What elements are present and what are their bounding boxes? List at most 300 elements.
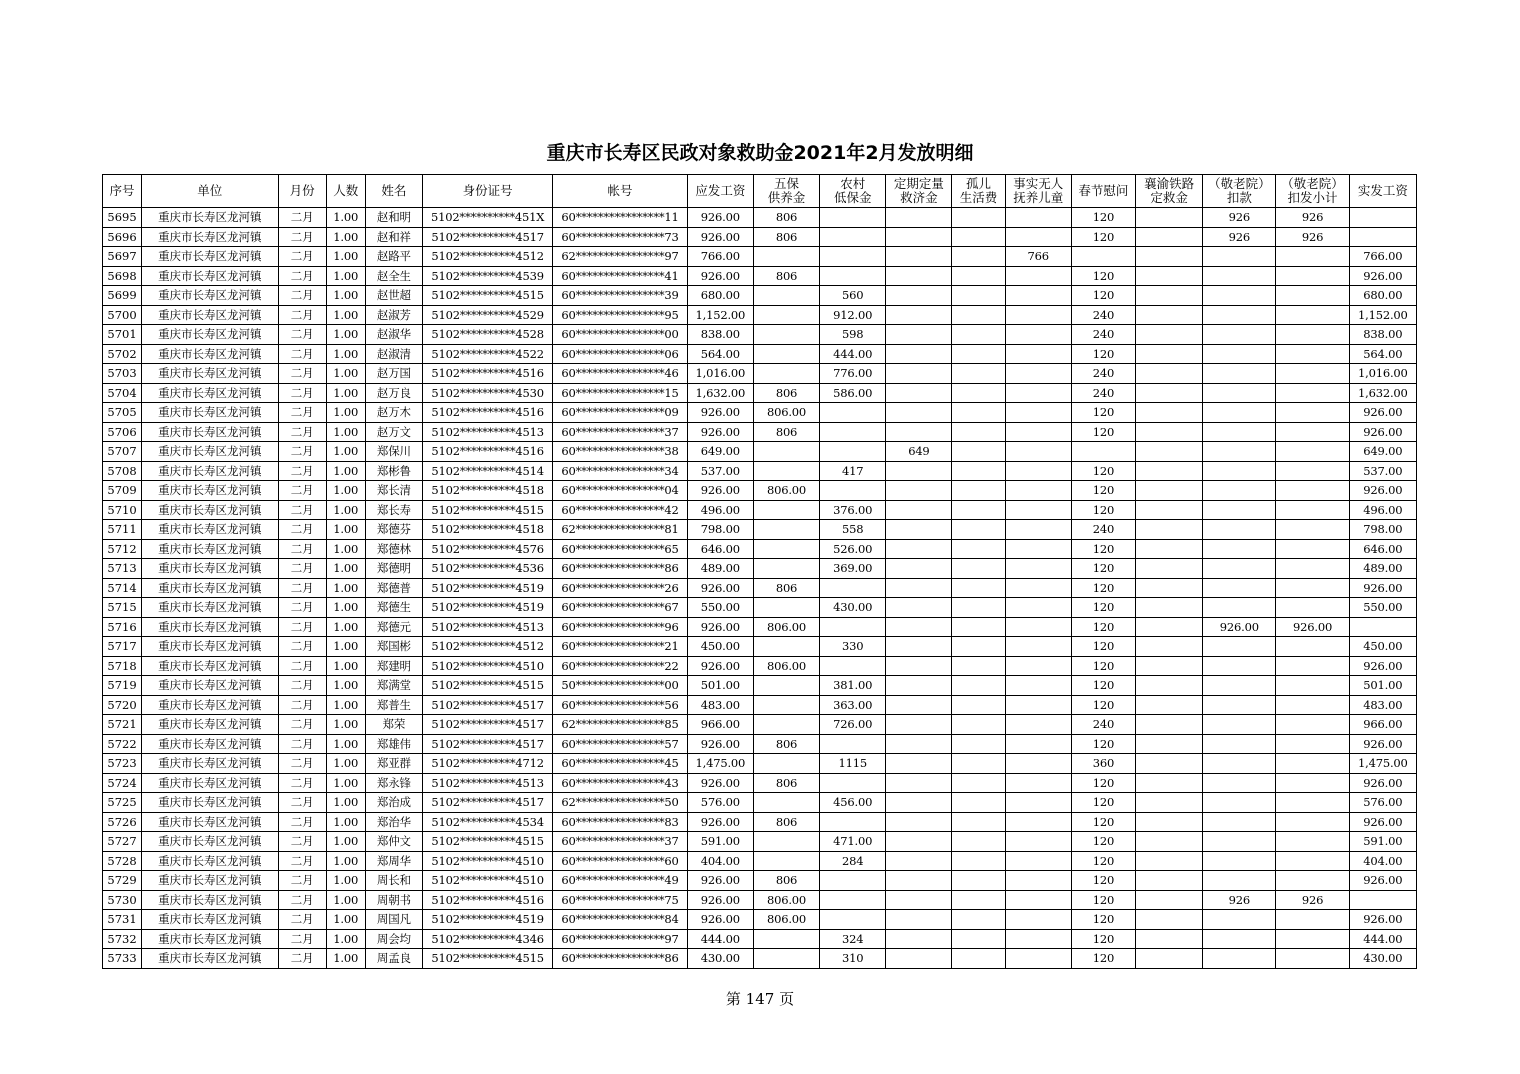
table-cell xyxy=(753,286,819,306)
table-cell xyxy=(1136,422,1203,442)
table-cell: 766 xyxy=(1005,247,1071,267)
table-cell: 501.00 xyxy=(1349,676,1416,696)
table-cell: 1.00 xyxy=(326,305,365,325)
table-cell: 60****************49 xyxy=(553,871,687,891)
table-cell: 郑周华 xyxy=(365,851,422,871)
table-cell: 240 xyxy=(1071,305,1135,325)
table-cell xyxy=(1203,910,1276,930)
table-cell: 5102**********4514 xyxy=(422,461,552,481)
table-cell xyxy=(1136,812,1203,832)
table-row xyxy=(103,812,1417,832)
table-cell: 1.00 xyxy=(326,617,365,637)
table-cell xyxy=(1276,949,1349,969)
table-cell: 1.00 xyxy=(326,520,365,540)
table-cell xyxy=(952,422,1005,442)
table-cell xyxy=(820,871,886,891)
table-row xyxy=(103,773,1417,793)
table-cell: 5102**********4516 xyxy=(422,403,552,423)
table-cell: 1.00 xyxy=(326,695,365,715)
table-cell: 二月 xyxy=(278,656,326,676)
table-cell: 586.00 xyxy=(820,383,886,403)
table-cell xyxy=(1005,266,1071,286)
table-cell: 60****************42 xyxy=(553,500,687,520)
table-cell xyxy=(886,208,952,228)
column-header: 事实无人 抚养儿童 xyxy=(1005,175,1071,208)
column-header: 孤儿 生活费 xyxy=(952,175,1005,208)
table-cell: 5712 xyxy=(103,539,142,559)
column-header: 人数 xyxy=(326,175,365,208)
table-cell: 5699 xyxy=(103,286,142,306)
table-cell xyxy=(1136,500,1203,520)
table-row xyxy=(103,910,1417,930)
table-cell: 649.00 xyxy=(1349,442,1416,462)
table-cell xyxy=(886,676,952,696)
table-cell: 806 xyxy=(753,812,819,832)
table-row xyxy=(103,695,1417,715)
column-header: 襄渝铁路 定救金 xyxy=(1136,175,1203,208)
table-row xyxy=(103,520,1417,540)
table-cell xyxy=(1203,793,1276,813)
table-cell: 重庆市长寿区龙河镇 xyxy=(142,949,278,969)
table-cell: 二月 xyxy=(278,929,326,949)
table-cell: 537.00 xyxy=(1349,461,1416,481)
table-cell xyxy=(886,403,952,423)
table-cell xyxy=(1276,266,1349,286)
table-cell: 564.00 xyxy=(1349,344,1416,364)
table-cell xyxy=(1005,656,1071,676)
table-cell xyxy=(1203,578,1276,598)
table-cell xyxy=(1203,715,1276,735)
table-cell: 1.00 xyxy=(326,890,365,910)
table-cell: 120 xyxy=(1071,403,1135,423)
table-cell: 重庆市长寿区龙河镇 xyxy=(142,812,278,832)
table-cell: 60****************04 xyxy=(553,481,687,501)
table-cell: 60****************22 xyxy=(553,656,687,676)
table-cell: 重庆市长寿区龙河镇 xyxy=(142,266,278,286)
table-cell xyxy=(1005,403,1071,423)
table-cell: 62****************85 xyxy=(553,715,687,735)
table-cell: 60****************11 xyxy=(553,208,687,228)
table-cell: 郑德林 xyxy=(365,539,422,559)
table-cell: 60****************75 xyxy=(553,890,687,910)
table-cell: 5732 xyxy=(103,929,142,949)
table-cell: 二月 xyxy=(278,481,326,501)
table-cell: 5714 xyxy=(103,578,142,598)
table-cell: 926.00 xyxy=(1349,403,1416,423)
table-cell: 赵和祥 xyxy=(365,227,422,247)
table-cell xyxy=(1276,695,1349,715)
table-cell: 806 xyxy=(753,227,819,247)
table-cell: 5102**********4519 xyxy=(422,910,552,930)
table-cell: 444.00 xyxy=(687,929,753,949)
table-cell: 周国凡 xyxy=(365,910,422,930)
table-cell: 60****************56 xyxy=(553,695,687,715)
table-cell: 1.00 xyxy=(326,656,365,676)
table-cell: 926 xyxy=(1276,227,1349,247)
table-cell xyxy=(952,793,1005,813)
table-cell xyxy=(1005,520,1071,540)
table-cell: 重庆市长寿区龙河镇 xyxy=(142,715,278,735)
table-cell: 5102**********4576 xyxy=(422,539,552,559)
table-row xyxy=(103,383,1417,403)
table-cell: 926.00 xyxy=(1349,422,1416,442)
table-cell: 5722 xyxy=(103,734,142,754)
table-cell: 60****************37 xyxy=(553,832,687,852)
table-cell: 60****************95 xyxy=(553,305,687,325)
table-cell: 444.00 xyxy=(820,344,886,364)
table-cell: 60****************21 xyxy=(553,637,687,657)
table-cell: 重庆市长寿区龙河镇 xyxy=(142,578,278,598)
table-row xyxy=(103,539,1417,559)
table-cell: 526.00 xyxy=(820,539,886,559)
table-cell xyxy=(886,325,952,345)
table-cell: 926 xyxy=(1203,227,1276,247)
table-cell: 重庆市长寿区龙河镇 xyxy=(142,461,278,481)
table-cell: 120 xyxy=(1071,500,1135,520)
table-cell xyxy=(886,227,952,247)
table-cell: 郑长寿 xyxy=(365,500,422,520)
table-cell: 966.00 xyxy=(1349,715,1416,735)
table-cell: 120 xyxy=(1071,227,1135,247)
table-cell xyxy=(1005,929,1071,949)
table-cell xyxy=(1276,715,1349,735)
table-cell xyxy=(1005,617,1071,637)
table-cell: 926.00 xyxy=(687,266,753,286)
table-cell xyxy=(753,247,819,267)
table-cell: 1.00 xyxy=(326,910,365,930)
table-cell: 郑德元 xyxy=(365,617,422,637)
table-cell: 5102**********4517 xyxy=(422,695,552,715)
table-cell: 5721 xyxy=(103,715,142,735)
table-cell: 1.00 xyxy=(326,461,365,481)
table-cell: 重庆市长寿区龙河镇 xyxy=(142,929,278,949)
table-cell: 5102**********4512 xyxy=(422,637,552,657)
table-cell: 926.00 xyxy=(1349,266,1416,286)
table-cell xyxy=(820,773,886,793)
table-row xyxy=(103,851,1417,871)
table-cell: 1,475.00 xyxy=(1349,754,1416,774)
table-cell: 120 xyxy=(1071,832,1135,852)
table-cell xyxy=(886,929,952,949)
table-cell xyxy=(1203,286,1276,306)
table-cell: 5724 xyxy=(103,773,142,793)
table-cell: 二月 xyxy=(278,364,326,384)
table-cell xyxy=(952,227,1005,247)
table-cell: 5102**********4516 xyxy=(422,364,552,384)
table-cell: 120 xyxy=(1071,208,1135,228)
table-cell: 284 xyxy=(820,851,886,871)
table-cell xyxy=(952,461,1005,481)
table-cell xyxy=(1136,520,1203,540)
table-cell xyxy=(952,871,1005,891)
table-cell xyxy=(1136,793,1203,813)
table-cell: 1,632.00 xyxy=(1349,383,1416,403)
table-cell xyxy=(1349,890,1416,910)
table-cell: 430.00 xyxy=(687,949,753,969)
table-cell xyxy=(1005,851,1071,871)
table-cell: 926.00 xyxy=(687,208,753,228)
table-cell: 1.00 xyxy=(326,598,365,618)
table-cell xyxy=(753,539,819,559)
table-cell: 二月 xyxy=(278,539,326,559)
table-cell: 60****************41 xyxy=(553,266,687,286)
table-cell: 120 xyxy=(1071,656,1135,676)
table-cell xyxy=(1203,520,1276,540)
table-cell xyxy=(1203,559,1276,579)
table-cell: 60****************06 xyxy=(553,344,687,364)
table-cell: 5731 xyxy=(103,910,142,930)
table-cell xyxy=(952,286,1005,306)
table-cell: 60****************38 xyxy=(553,442,687,462)
table-cell xyxy=(1136,247,1203,267)
table-cell: 926 xyxy=(1276,208,1349,228)
table-cell xyxy=(886,656,952,676)
table-cell xyxy=(1203,871,1276,891)
table-cell: 二月 xyxy=(278,520,326,540)
table-cell: 1,152.00 xyxy=(1349,305,1416,325)
table-cell: 926.00 xyxy=(1349,481,1416,501)
table-cell: 576.00 xyxy=(1349,793,1416,813)
table-cell: 重庆市长寿区龙河镇 xyxy=(142,754,278,774)
table-cell xyxy=(820,617,886,637)
table-cell: 1.00 xyxy=(326,851,365,871)
table-cell: 1.00 xyxy=(326,793,365,813)
table-cell xyxy=(1136,539,1203,559)
table-cell: 120 xyxy=(1071,481,1135,501)
table-cell xyxy=(1005,208,1071,228)
table-cell: 5702 xyxy=(103,344,142,364)
table-cell: 5730 xyxy=(103,890,142,910)
table-cell: 680.00 xyxy=(687,286,753,306)
table-cell: 5102**********4516 xyxy=(422,442,552,462)
table-cell xyxy=(1276,481,1349,501)
table-cell: 二月 xyxy=(278,227,326,247)
table-cell: 郑仲文 xyxy=(365,832,422,852)
table-cell xyxy=(1203,247,1276,267)
table-cell xyxy=(1276,461,1349,481)
table-cell xyxy=(753,637,819,657)
table-cell xyxy=(1005,578,1071,598)
table-cell: 5708 xyxy=(103,461,142,481)
table-cell: 450.00 xyxy=(687,637,753,657)
table-cell: 926.00 xyxy=(687,227,753,247)
table-cell: 1.00 xyxy=(326,578,365,598)
table-cell: 591.00 xyxy=(687,832,753,852)
table-cell xyxy=(886,578,952,598)
table-cell: 重庆市长寿区龙河镇 xyxy=(142,793,278,813)
table-cell xyxy=(1276,247,1349,267)
table-cell: 重庆市长寿区龙河镇 xyxy=(142,851,278,871)
table-cell: 120 xyxy=(1071,578,1135,598)
table-cell: 二月 xyxy=(278,383,326,403)
table-cell: 重庆市长寿区龙河镇 xyxy=(142,871,278,891)
table-cell xyxy=(820,481,886,501)
table-cell: 1.00 xyxy=(326,929,365,949)
table-cell: 417 xyxy=(820,461,886,481)
table-cell: 240 xyxy=(1071,715,1135,735)
table-cell xyxy=(1203,695,1276,715)
table-cell: 806.00 xyxy=(753,656,819,676)
table-cell xyxy=(886,266,952,286)
table-cell xyxy=(1276,656,1349,676)
table-cell xyxy=(1136,949,1203,969)
table-cell xyxy=(1276,851,1349,871)
table-cell xyxy=(1005,890,1071,910)
table-cell xyxy=(886,890,952,910)
table-cell xyxy=(1136,403,1203,423)
table-cell: 二月 xyxy=(278,422,326,442)
table-cell: 926.00 xyxy=(1349,656,1416,676)
table-cell: 重庆市长寿区龙河镇 xyxy=(142,383,278,403)
table-cell: 重庆市长寿区龙河镇 xyxy=(142,734,278,754)
column-header: （敬老院） 扣款 xyxy=(1203,175,1276,208)
table-cell xyxy=(1136,461,1203,481)
table-cell: 1,152.00 xyxy=(687,305,753,325)
table-cell: 郑国彬 xyxy=(365,637,422,657)
table-cell xyxy=(952,383,1005,403)
column-header: （敬老院） 扣发小计 xyxy=(1276,175,1349,208)
table-cell xyxy=(1136,617,1203,637)
table-cell: 60****************60 xyxy=(553,851,687,871)
table-cell: 120 xyxy=(1071,695,1135,715)
table-cell xyxy=(753,754,819,774)
table-cell xyxy=(952,910,1005,930)
table-cell: 838.00 xyxy=(687,325,753,345)
table-cell xyxy=(952,539,1005,559)
table-cell xyxy=(1136,676,1203,696)
table-cell: 重庆市长寿区龙河镇 xyxy=(142,520,278,540)
table-header-row xyxy=(103,175,1417,208)
table-cell: 806.00 xyxy=(753,617,819,637)
table-cell: 赵万木 xyxy=(365,403,422,423)
table-row xyxy=(103,754,1417,774)
column-header: 春节慰问 xyxy=(1071,175,1135,208)
table-cell: 重庆市长寿区龙河镇 xyxy=(142,500,278,520)
table-cell xyxy=(1071,442,1135,462)
table-cell: 50****************00 xyxy=(553,676,687,696)
table-cell: 郑德普 xyxy=(365,578,422,598)
table-row xyxy=(103,871,1417,891)
table-cell: 120 xyxy=(1071,617,1135,637)
table-cell xyxy=(1005,832,1071,852)
table-cell: 324 xyxy=(820,929,886,949)
table-cell: 1.00 xyxy=(326,715,365,735)
table-cell xyxy=(952,695,1005,715)
table-cell: 120 xyxy=(1071,344,1135,364)
table-cell xyxy=(1276,364,1349,384)
table-cell xyxy=(753,344,819,364)
table-cell: 赵世超 xyxy=(365,286,422,306)
table-cell xyxy=(952,851,1005,871)
table-cell: 重庆市长寿区龙河镇 xyxy=(142,695,278,715)
table-cell: 郑保川 xyxy=(365,442,422,462)
table-row xyxy=(103,656,1417,676)
table-cell xyxy=(820,910,886,930)
table-cell: 重庆市长寿区龙河镇 xyxy=(142,305,278,325)
column-header: 应发工资 xyxy=(687,175,753,208)
table-cell: 周孟良 xyxy=(365,949,422,969)
table-cell: 周长和 xyxy=(365,871,422,891)
table-cell xyxy=(753,559,819,579)
table-cell: 120 xyxy=(1071,929,1135,949)
table-row xyxy=(103,422,1417,442)
column-header: 实发工资 xyxy=(1349,175,1416,208)
table-cell: 649 xyxy=(886,442,952,462)
table-cell: 赵万文 xyxy=(365,422,422,442)
table-cell: 60****************34 xyxy=(553,461,687,481)
table-cell: 806.00 xyxy=(753,481,819,501)
table-cell: 5102**********4530 xyxy=(422,383,552,403)
table-cell xyxy=(820,734,886,754)
table-cell: 5102**********451X xyxy=(422,208,552,228)
table-cell: 重庆市长寿区龙河镇 xyxy=(142,598,278,618)
table-cell: 重庆市长寿区龙河镇 xyxy=(142,617,278,637)
table-cell: 1,016.00 xyxy=(1349,364,1416,384)
table-cell xyxy=(1203,598,1276,618)
table-cell xyxy=(1203,812,1276,832)
table-cell: 62****************81 xyxy=(553,520,687,540)
table-row xyxy=(103,266,1417,286)
table-cell xyxy=(1136,578,1203,598)
column-header: 帐号 xyxy=(553,175,687,208)
table-cell: 240 xyxy=(1071,520,1135,540)
table-cell xyxy=(753,520,819,540)
table-cell: 5705 xyxy=(103,403,142,423)
table-cell: 5718 xyxy=(103,656,142,676)
table-cell: 926.00 xyxy=(1203,617,1276,637)
table-cell: 重庆市长寿区龙河镇 xyxy=(142,325,278,345)
table-cell xyxy=(1071,247,1135,267)
table-cell: 501.00 xyxy=(687,676,753,696)
table-cell: 郑满堂 xyxy=(365,676,422,696)
table-cell: 5102**********4512 xyxy=(422,247,552,267)
table-cell: 5725 xyxy=(103,793,142,813)
table-cell: 1.00 xyxy=(326,344,365,364)
table-cell xyxy=(952,364,1005,384)
table-cell: 591.00 xyxy=(1349,832,1416,852)
table-cell xyxy=(1136,890,1203,910)
table-cell xyxy=(1203,949,1276,969)
table-cell: 5102**********4510 xyxy=(422,871,552,891)
table-cell: 120 xyxy=(1071,910,1135,930)
table-cell: 重庆市长寿区龙河镇 xyxy=(142,656,278,676)
table-row xyxy=(103,305,1417,325)
table-cell: 1.00 xyxy=(326,422,365,442)
table-cell xyxy=(952,520,1005,540)
table-cell xyxy=(753,851,819,871)
table-cell: 5704 xyxy=(103,383,142,403)
table-cell: 5102**********4529 xyxy=(422,305,552,325)
table-cell xyxy=(952,266,1005,286)
table-cell: 1115 xyxy=(820,754,886,774)
table-cell xyxy=(886,851,952,871)
table-cell: 806 xyxy=(753,773,819,793)
table-cell: 郑建明 xyxy=(365,656,422,676)
column-header: 月份 xyxy=(278,175,326,208)
table-cell xyxy=(753,676,819,696)
table-cell: 120 xyxy=(1071,422,1135,442)
table-cell: 5102**********4518 xyxy=(422,481,552,501)
table-cell xyxy=(1005,325,1071,345)
table-body xyxy=(103,208,1417,969)
table-cell: 483.00 xyxy=(687,695,753,715)
table-cell: 360 xyxy=(1071,754,1135,774)
table-cell: 二月 xyxy=(278,617,326,637)
table-cell: 120 xyxy=(1071,851,1135,871)
table-cell: 806.00 xyxy=(753,910,819,930)
table-row xyxy=(103,227,1417,247)
table-cell xyxy=(952,500,1005,520)
